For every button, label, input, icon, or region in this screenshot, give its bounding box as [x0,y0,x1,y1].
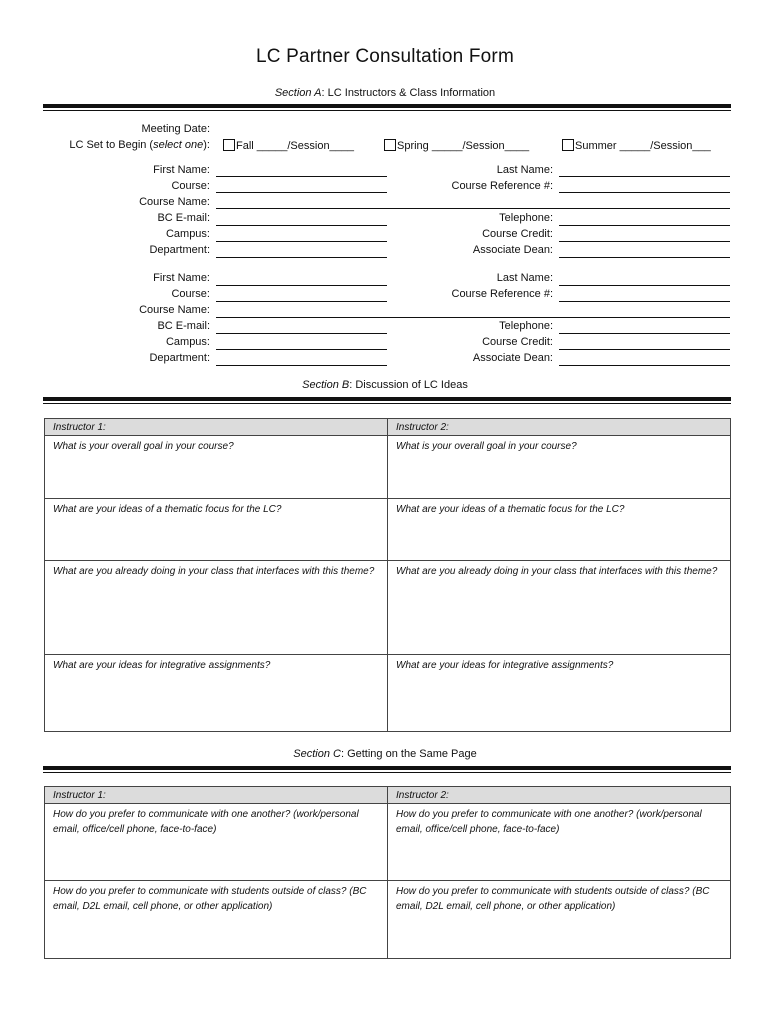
communicate-students-cell-instructor-1[interactable]: How do you prefer to communicate with students outside of class? (BC email, D2L email, cell phone, or other application) [45,881,388,959]
section-c-table [44,786,731,959]
spring-checkbox[interactable] [384,139,396,151]
first-name-field[interactable] [216,176,387,177]
integrative-assignments-cell-instructor-1[interactable]: What are your ideas for integrative assignments? [45,655,388,732]
course-name-label-2: Course Name: [139,304,210,316]
telephone-field-2[interactable] [559,333,730,334]
bc-email-label: BC E-mail: [157,212,210,224]
last-name-field[interactable] [559,176,730,177]
telephone-label-2: Telephone: [499,320,553,332]
last-name-field-2[interactable] [559,285,730,286]
section-a-divider [43,104,731,111]
course-reference-field-2[interactable] [559,301,730,302]
campus-label: Campus: [165,228,210,240]
course-name-label: Course Name: [139,196,210,208]
course-name-field-2[interactable] [216,317,730,318]
section-c-heading: Section C: Getting on the Same Page [293,748,477,760]
section-c-divider [43,766,731,773]
section-b-table [44,418,731,732]
first-name-label-2: First Name: [153,272,210,284]
thematic-focus-cell-instructor-1[interactable]: What are your ideas of a thematic focus for the LC? [45,499,388,561]
telephone-label: Telephone: [499,212,553,224]
instructor-1-header-c: Instructor 1: [45,787,388,804]
season-fall-option[interactable]: Fall _____/Session____ [223,139,354,152]
communicate-students-cell-instructor-2[interactable]: How do you prefer to communicate with students outside of class? (BC email, D2L email, cell phone, or other application) [388,881,731,959]
summer-checkbox[interactable] [562,139,574,151]
telephone-field[interactable] [559,225,730,226]
campus-field-2[interactable] [216,349,387,350]
interfaces-cell-instructor-1[interactable]: What are you already doing in your class that interfaces with this theme? [45,561,388,655]
season-summer-option[interactable]: Summer _____/Session___ [562,139,711,152]
bc-email-field-2[interactable] [216,333,387,334]
thematic-focus-cell-instructor-2[interactable]: What are your ideas of a thematic focus for the LC? [388,499,731,561]
associate-dean-field-2[interactable] [559,365,730,366]
associate-dean-field[interactable] [559,257,730,258]
campus-field[interactable] [216,241,387,242]
last-name-label-2: Last Name: [496,272,553,284]
goal-cell-instructor-2[interactable]: What is your overall goal in your course? [388,436,731,499]
integrative-assignments-cell-instructor-2[interactable]: What are your ideas for integrative assignments? [388,655,731,732]
meeting-date-label: Meeting Date: [141,123,210,135]
last-name-label: Last Name: [496,164,553,176]
course-label-2: Course: [171,288,210,300]
bc-email-field[interactable] [216,225,387,226]
section-b-divider [43,397,731,404]
course-reference-label: Course Reference #: [451,180,553,192]
department-field-2[interactable] [216,365,387,366]
course-credit-label-2: Course Credit: [482,336,553,348]
instructor-2-header-c: Instructor 2: [388,787,731,804]
season-spring-option[interactable]: Spring _____/Session____ [384,139,529,152]
department-label-2: Department: [149,352,210,364]
fall-checkbox[interactable] [223,139,235,151]
course-label: Course: [171,180,210,192]
communicate-each-other-cell-instructor-2[interactable]: How do you prefer to communicate with one another? (work/personal email, office/cell phone, face-to-face) [388,804,731,881]
associate-dean-label-2: Associate Dean: [472,352,553,364]
course-reference-field[interactable] [559,192,730,193]
course-credit-label: Course Credit: [482,228,553,240]
instructor-2-header: Instructor 2: [388,419,731,436]
course-name-field[interactable] [216,208,730,209]
course-field[interactable] [216,192,387,193]
associate-dean-label: Associate Dean: [472,244,553,256]
course-credit-field[interactable] [559,241,730,242]
goal-cell-instructor-1[interactable]: What is your overall goal in your course? [45,436,388,499]
department-field[interactable] [216,257,387,258]
first-name-label: First Name: [153,164,210,176]
course-reference-label-2: Course Reference #: [451,288,553,300]
communicate-each-other-cell-instructor-1[interactable]: How do you prefer to communicate with one another? (work/personal email, office/cell phone, face-to-face) [45,804,388,881]
first-name-field-2[interactable] [216,285,387,286]
bc-email-label-2: BC E-mail: [157,320,210,332]
department-label: Department: [149,244,210,256]
instructor-1-header: Instructor 1: [45,419,388,436]
lc-set-label: LC Set to Begin (select one): [69,139,210,151]
campus-label-2: Campus: [165,336,210,348]
form-title: LC Partner Consultation Form [256,46,514,67]
section-a-heading: Section A: LC Instructors & Class Information [274,87,496,99]
interfaces-cell-instructor-2[interactable]: What are you already doing in your class that interfaces with this theme? [388,561,731,655]
course-field-2[interactable] [216,301,387,302]
section-b-heading: Section B: Discussion of LC Ideas [302,379,468,391]
course-credit-field-2[interactable] [559,349,730,350]
